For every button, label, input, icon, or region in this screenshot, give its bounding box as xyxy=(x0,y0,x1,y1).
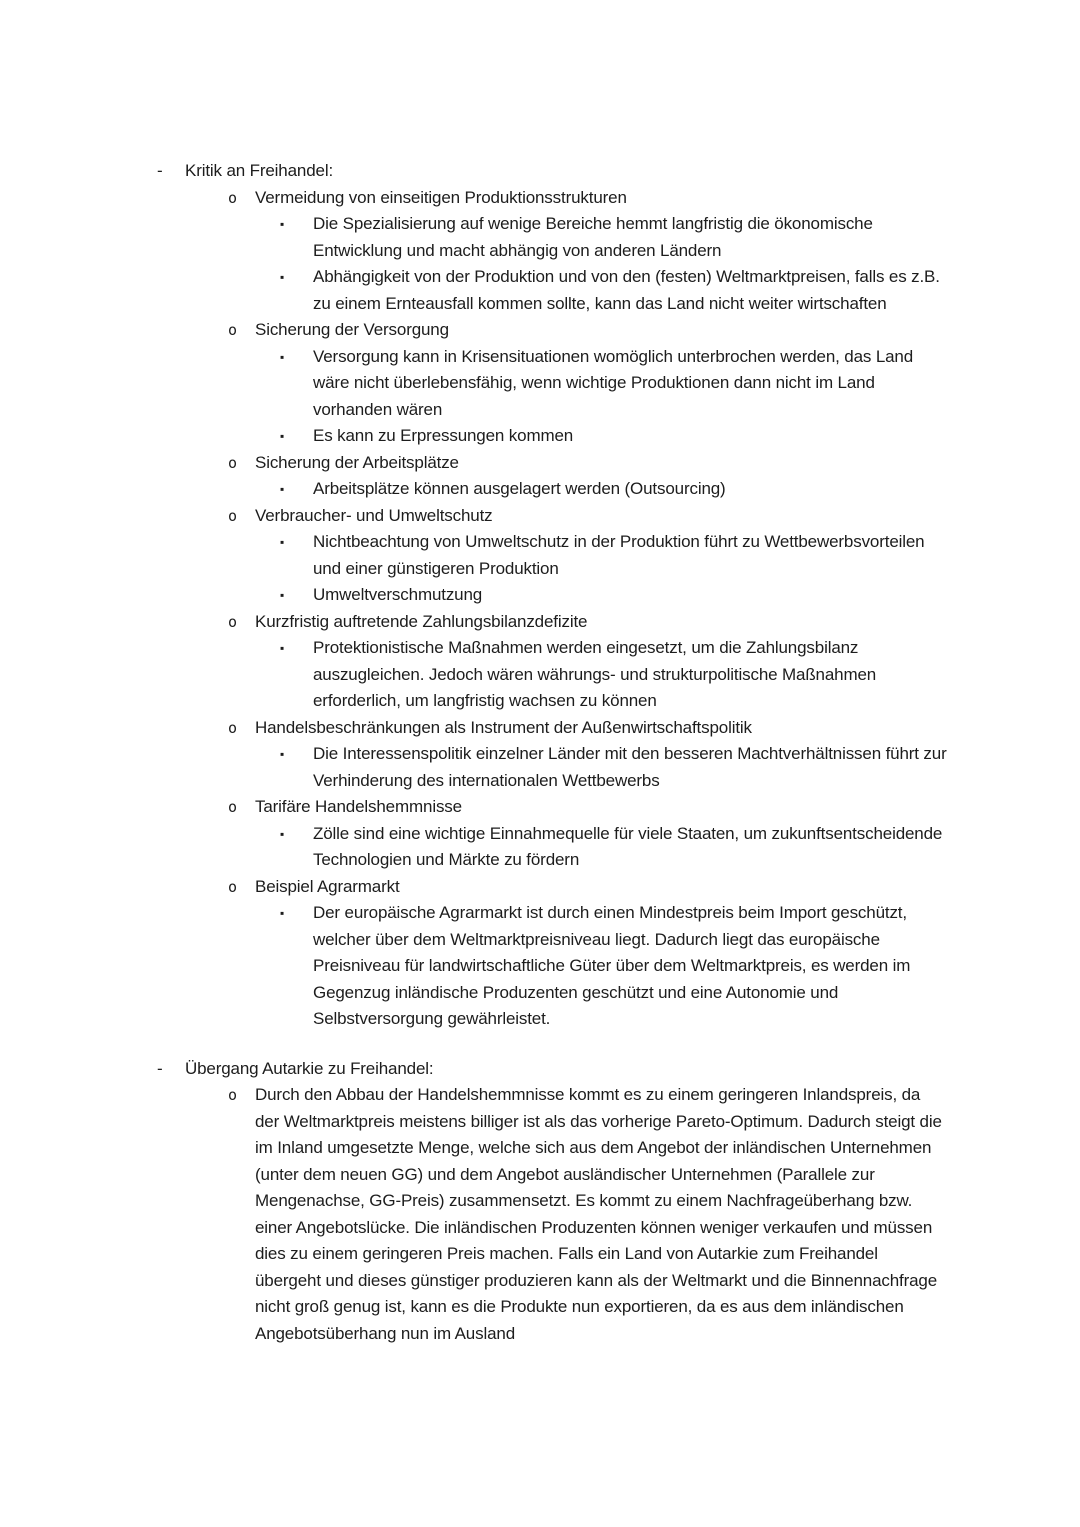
section xyxy=(0,158,1080,1033)
list-item xyxy=(0,609,948,636)
square-bullet-icon: ▪ xyxy=(280,826,285,841)
square-bullet-icon: ▪ xyxy=(280,906,285,920)
square-bullet-icon: ▪ xyxy=(280,588,285,602)
list-item xyxy=(0,503,948,530)
sub-list-item xyxy=(0,821,948,874)
section-title: Kritik an Freihandel: xyxy=(185,161,334,180)
circle-bullet-icon: o xyxy=(228,877,237,896)
notes-outline xyxy=(0,158,1080,1347)
list-item xyxy=(0,185,948,212)
circle-bullet-icon: o xyxy=(228,506,237,525)
list-item-text: Tarifäre Handelshemmnisse xyxy=(255,797,462,816)
sub-list-item xyxy=(0,344,948,424)
circle-bullet-icon: o xyxy=(228,798,237,816)
square-bullet-icon: ▪ xyxy=(280,349,285,364)
list-item-text: Beispiel Agrarmarkt xyxy=(255,876,400,896)
list-item xyxy=(0,317,948,344)
sub-list-item-text: Die Spezialisierung auf wenige Bereiche hemmt langfristig die ökonomische Entwicklung und macht abhängig von anderen Ländern xyxy=(313,214,873,260)
sub-list-item-text: Umweltverschmutzung xyxy=(313,585,483,604)
sub-list-item-text: Protektionistische Maßnahmen werden eingesetzt, um die Zahlungsbilanz auszugleichen. Jedoch wären währungs- und strukturpolitische Maßnahmen erforderlich, um langfristig wachsen zu können xyxy=(313,638,877,710)
sub-list-item-text: Versorgung kann in Krisensituationen womöglich unterbrochen werden, das Land wäre nicht überlebensfähig, wenn wichtige Produktionen dann nicht im Land vorhanden wären xyxy=(313,346,914,419)
sub-list-item xyxy=(0,423,948,450)
list-item-text: Sicherung der Arbeitsplätze xyxy=(255,452,459,472)
square-bullet-icon: ▪ xyxy=(280,429,285,443)
sub-list-item xyxy=(0,529,948,582)
square-bullet-icon: ▪ xyxy=(280,217,285,231)
sub-list-item-text: Die Interessenspolitik einzelner Länder mit den besseren Machtverhältnissen führt zur Verhinderung des internationalen Wettbewerbs xyxy=(313,744,947,790)
sub-list-item-text: Es kann zu Erpressungen kommen xyxy=(313,426,574,445)
circle-bullet-icon: o xyxy=(228,718,237,737)
top-level-item xyxy=(0,1056,948,1083)
list-item-text: Kurzfristig auftretende Zahlungsbilanzdefizite xyxy=(255,611,588,631)
list-item-text: Sicherung der Versorgung xyxy=(255,320,449,339)
list-item xyxy=(0,715,948,742)
list-item xyxy=(0,794,948,821)
sub-list-item-text: Der europäische Agrarmarkt ist durch einen Mindestpreis beim Import geschützt, welcher über dem Weltmarktpreisniveau liegt. Dadurch liegt das europäische Preisniveau für landwirtschaftliche Güter über dem Weltmarktpreis, es werden im Gegenzug inländische Produzenten geschützt und eine Autonomie und Selbstversorgung gewährleistet. xyxy=(313,903,911,1028)
sub-list-item xyxy=(0,476,948,503)
circle-bullet-icon: o xyxy=(228,188,237,207)
top-level-item xyxy=(0,158,948,185)
dash-bullet-icon: - xyxy=(157,161,163,180)
square-bullet-icon: ▪ xyxy=(280,747,285,761)
sub-list-item-text: Arbeitsplätze können ausgelagert werden (Outsourcing) xyxy=(313,479,726,498)
circle-bullet-icon: o xyxy=(228,612,237,631)
sub-list-item xyxy=(0,264,948,317)
list-item xyxy=(0,1082,948,1347)
sub-list-item xyxy=(0,900,948,1033)
circle-bullet-icon: o xyxy=(228,1086,237,1104)
sub-list-item-text: Nichtbeachtung von Umweltschutz in der Produktion führt zu Wettbewerbsvorteilen und einer günstigeren Produktion xyxy=(313,532,925,578)
circle-bullet-icon: o xyxy=(228,321,237,339)
list-item-text: Durch den Abbau der Handelshemmnisse kommt es zu einem geringeren Inlandspreis, da der Weltmarktpreis meistens billiger ist als das vorherige Pareto-Optimum. Dadurch steigt die im Inland umgesetzte Menge, welche sich aus dem Angebot der inländischen Unternehmen (unter dem neuen GG) und dem Angebot ausländischer Unternehmen (Parallele zur Mengenachse, GG-Preis) zusammensetzt. Es kommt zu einem Nachfrageüberhang bzw. einer Angebotslücke. Die inländischen Produzenten können weniger verkaufen und müssen dies zu einem geringeren Preis machen. Falls ein Land von Autarkie zum Freihandel übergeht und dieses günstiger produzieren kann als der Weltmarkt und die Binnennachfrage nicht groß genug ist, kann es die Produkte nun exportieren, da es aus dem inländischen Angebotsüberhang nun im Ausland xyxy=(255,1085,942,1343)
square-bullet-icon: ▪ xyxy=(280,535,285,549)
list-item-text: Vermeidung von einseitigen Produktionsstrukturen xyxy=(255,187,627,207)
list-item-text: Handelsbeschränkungen als Instrument der Außenwirtschaftspolitik xyxy=(255,717,752,737)
sub-list-item xyxy=(0,741,948,794)
sub-list-item-text: Zölle sind eine wichtige Einnahmequelle für viele Staaten, um zukunftsentscheidende Technologien und Märkte zu fördern xyxy=(313,823,943,869)
section xyxy=(0,1056,1080,1348)
section-title: Übergang Autarkie zu Freihandel: xyxy=(185,1058,434,1078)
list-item xyxy=(0,450,948,477)
circle-bullet-icon: o xyxy=(228,453,237,472)
list-item-text: Verbraucher- und Umweltschutz xyxy=(255,505,493,525)
dash-bullet-icon: - xyxy=(157,1058,163,1078)
square-bullet-icon: ▪ xyxy=(280,482,285,496)
square-bullet-icon: ▪ xyxy=(280,641,285,655)
list-item xyxy=(0,874,948,901)
sub-list-item-text: Abhängigkeit von der Produktion und von den (festen) Weltmarktpreisen, falls es z.B. zu einem Ernteausfall kommen sollte, kann das Land nicht weiter wirtschaften xyxy=(313,267,940,313)
square-bullet-icon: ▪ xyxy=(280,270,285,284)
sub-list-item xyxy=(0,211,948,264)
sub-list-item xyxy=(0,582,948,609)
sub-list-item xyxy=(0,635,948,715)
